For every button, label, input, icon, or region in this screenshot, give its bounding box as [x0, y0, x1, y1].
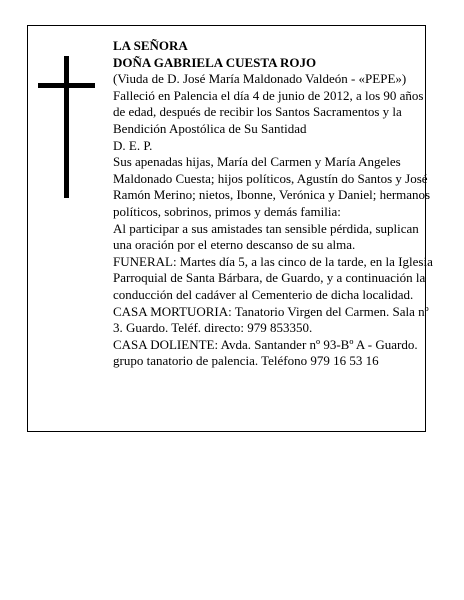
- funeral-paragraph: FUNERAL: Martes día 5, a las cinco de la tarde, en la Iglesia Parroquial de Santa Bárbara, de Guardo, y a continuación la conducción del cadáver al Cementerio de dicha localidad.: [113, 253, 433, 302]
- deceased-name: DOÑA GABRIELA CUESTA ROJO: [113, 54, 317, 70]
- request-paragraph: Al participar a sus amistades tan sensible pérdida, suplican una oración por el eterno descanso de su alma.: [113, 220, 419, 253]
- mortuary-paragraph: CASA MORTUORIA: Tanatorio Virgen del Carmen. Sala nº 3. Guardo. Teléf. directo: 979 853350.: [113, 303, 429, 336]
- death-paragraph: Falleció en Palencia el día 4 de junio de 2012, a los 90 años de edad, después de recibir los Santos Sacramentos y la Bendición Apostólica de Su Santidad: [113, 87, 424, 136]
- widow-line: (Viuda de D. José María Maldonado Valdeón - «PEPE»): [113, 71, 407, 87]
- cross-icon-vertical: [64, 56, 69, 198]
- funeral-home-line: grupo tanatorio de palencia. Teléfono 979 16 53 16: [113, 353, 379, 369]
- rip-line: D. E. P.: [113, 137, 153, 153]
- family-paragraph: Sus apenadas hijas, María del Carmen y María Angeles Maldonado Cuesta; hijos políticos, Agustín do Santos y José Ramón Merino; nietos, Ibonne, Verónica y Daniel; hermanos políticos, sobrinos, primos y demás familia:: [113, 154, 431, 219]
- mourning-house-paragraph: CASA DOLIENTE: Avda. Santander nº 93-Bº A - Guardo.: [113, 336, 418, 352]
- notice-title: LA SEÑORA: [113, 38, 188, 53]
- obituary-text: [113, 38, 433, 370]
- cross-icon-horizontal: [38, 83, 95, 88]
